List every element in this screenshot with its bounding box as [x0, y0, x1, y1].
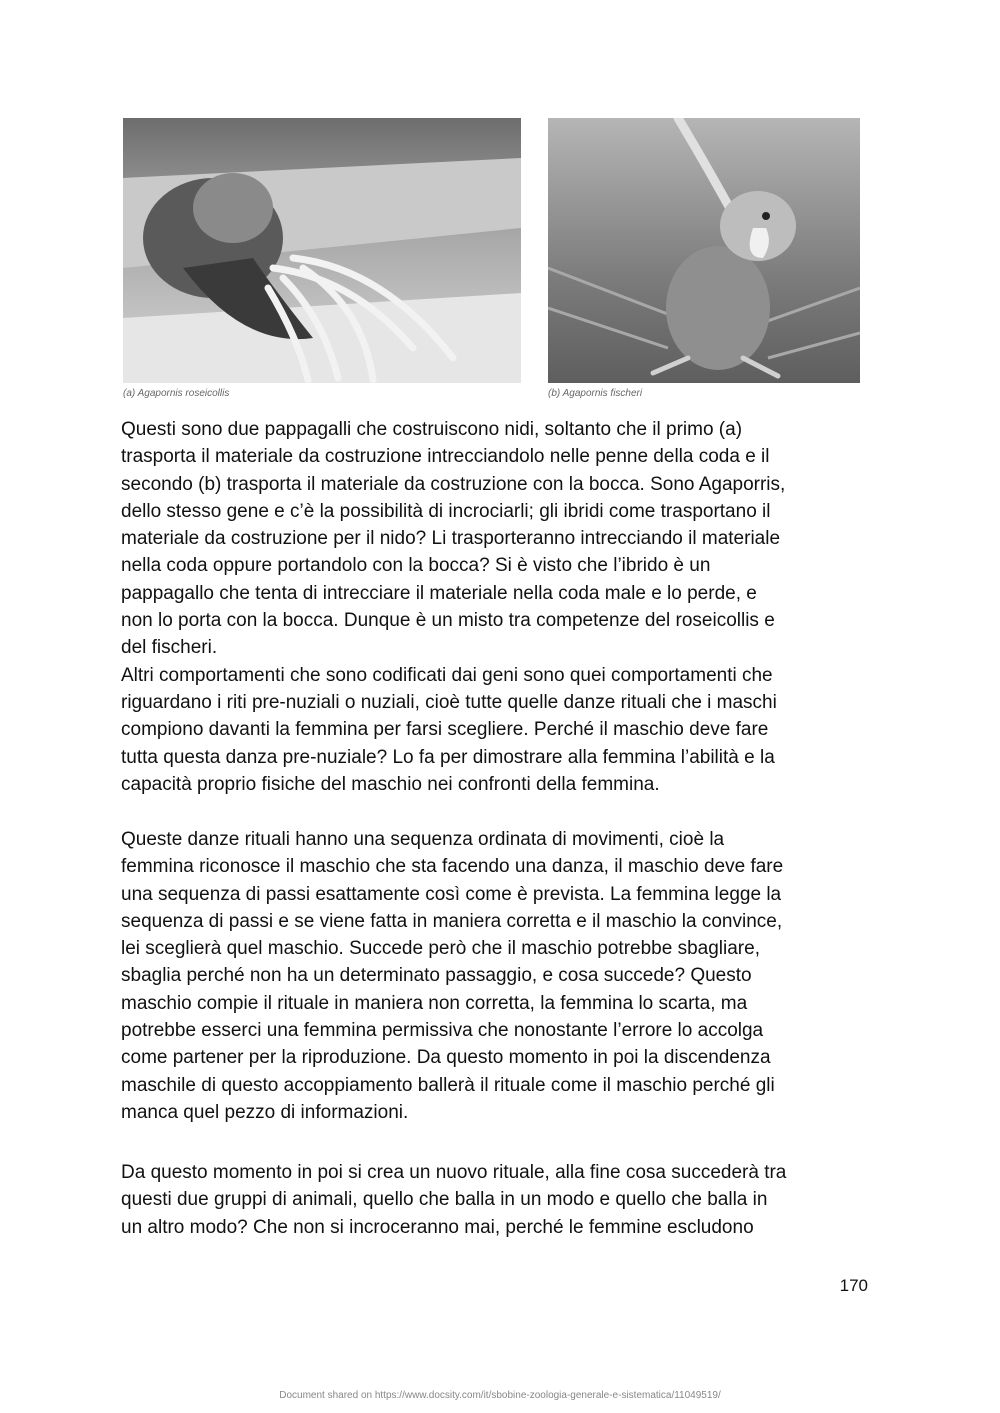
photo-agapornis-fischeri — [548, 118, 860, 383]
photo-agapornis-roseicollis — [123, 118, 521, 383]
figure-caption-a: (a) Agapornis roseicollis — [123, 388, 230, 399]
page-number: 170 — [839, 1276, 868, 1295]
document-footer: Document shared on https://www.docsity.com/it/sbobine-zoologia-generale-e-sistematica/11049519/ — [279, 1390, 721, 1401]
body-paragraph-3: Da questo momento in poi si crea un nuovo rituale, alla fine cosa succederà tra questi due gruppi di animali, quello che balla in un modo e quello che balla in un altro modo? Che non si incroceranno mai, perché le femmine escludono — [121, 1162, 787, 1238]
figure-caption-b: (b) Agapornis fischeri — [548, 388, 643, 399]
body-paragraph-2: Queste danze rituali hanno una sequenza ordinata di movimenti, cioè la femmina riconosce il maschio che sta facendo una danza, il maschio deve fare una sequenza di passi esattamente così come è prevista. La femmina legge la sequenza di passi e se viene fatta in maniera corretta e il maschio la convince, lei sceglierà quel maschio. Succede però che il maschio potrebbe sbagliare, sbaglia perché non ha un determinato passaggio, e cosa succede? Questo maschio compie il rituale in maniera non corretta, la femmina lo scarta, ma potrebbe esserci una femmina permissiva che nonostante l’errore lo accolga come partener per la riproduzione. Da questo momento in poi la discendenza maschile di questo accoppiamento ballerà il rituale come il maschio perché gli manca quel pezzo di informazioni. — [121, 829, 784, 1123]
body-paragraph-1: Questi sono due pappagalli che costruiscono nidi, soltanto che il primo (a) trasporta il materiale da costruzione intrecciandolo nelle penne della coda e il secondo (b) trasporta il materiale da costruzione con la bocca. Sono Agaporris, dello stesso gene e c’è la possibilità di incrociarli; gli ibridi come trasportano il materiale da costruzione per il nido? Li trasporteranno intrecciando il materiale nella coda oppure portandolo con la bocca? Si è visto che l’ibrido è un pappagallo che tenta di intrecciare il materiale nella coda male e lo perde, e non lo porta con la bocca. Dunque è un misto tra competenze del roseicollis e del fischeri. Altri comportamenti che sono codificati dai geni sono quei comportamenti che riguardano i riti pre-nuziali o nuziali, cioè tutte quelle danze rituali che i maschi compiono davanti la femmina per farsi scegliere. Perché il maschio deve fare tutta questa danza pre-nuziale? Lo fa per dimostrare alla femmina l’abilità e la capacità proprio fisiche del maschio nei confronti della femmina. — [121, 419, 786, 795]
